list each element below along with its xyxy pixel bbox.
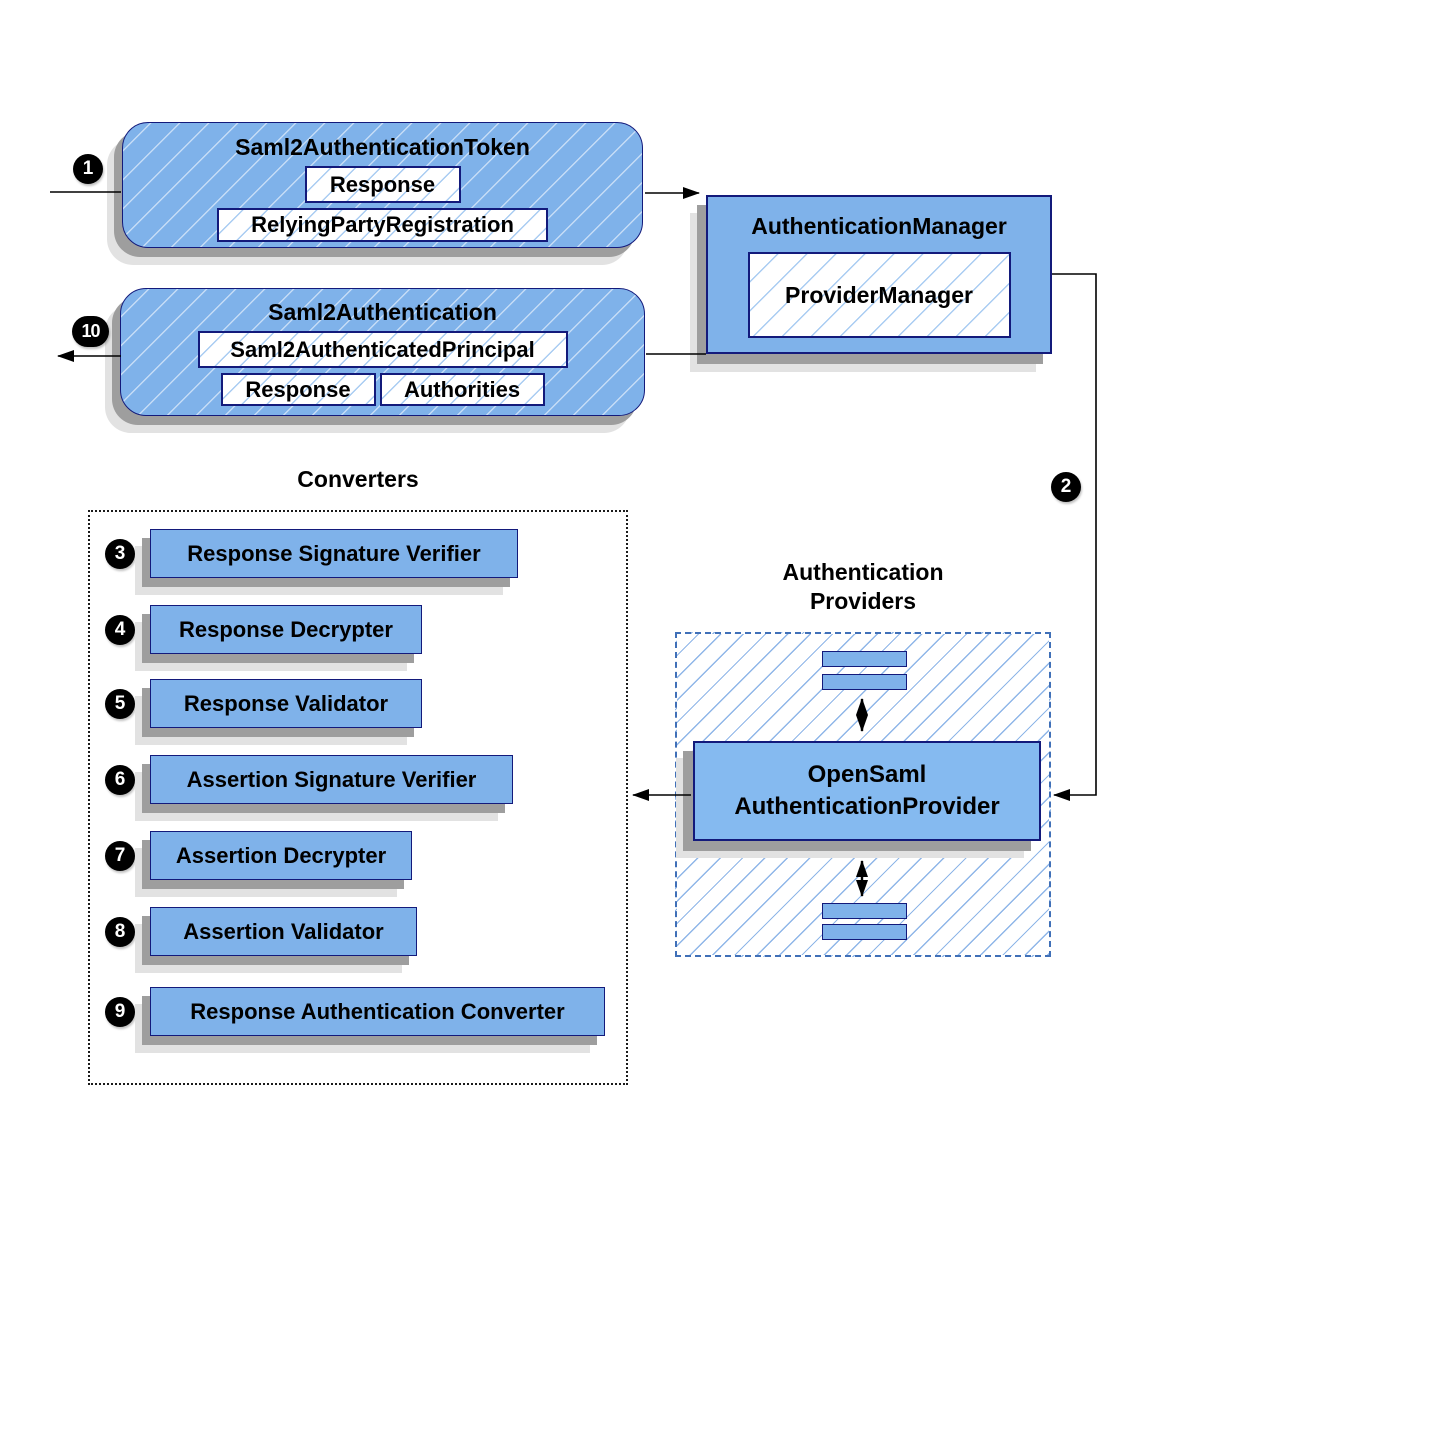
step-badge-1: 1 [73,154,103,184]
step-badge: 5 [105,689,135,719]
field-relying-party-registration: RelyingPartyRegistration [217,208,548,242]
step-badge: 3 [105,539,135,569]
provider-placeholder-bar [822,903,907,919]
step-badge: 4 [105,615,135,645]
field-response: Response [221,373,376,406]
converter-response-decrypter: Response Decrypter [150,605,422,654]
provider-placeholder-bar [822,651,907,667]
step-badge-10: 10 [72,316,109,347]
provider-placeholder-bar [822,924,907,940]
node-authentication-manager [706,195,1052,354]
field-row [221,373,545,406]
field-provider-manager: ProviderManager [748,252,1011,338]
step-badge: 7 [105,841,135,871]
node-saml2-authentication-token [122,122,643,248]
converter-assertion-decrypter: Assertion Decrypter [150,831,412,880]
converter-row [88,755,628,804]
step-badge: 9 [105,997,135,1027]
wire-manager-to-provider [1052,274,1096,795]
authentication-providers-area [675,632,1051,957]
step-badge: 8 [105,917,135,947]
converter-row [88,529,628,578]
converter-row [88,679,628,728]
node-opensaml-authentication-provider [693,741,1041,841]
title-line-1: Authentication [782,559,944,585]
step-badge-2: 2 [1051,472,1081,502]
field-authorities: Authorities [380,373,545,406]
node-title: AuthenticationManager [751,213,1007,239]
converter-response-validator: Response Validator [150,679,422,728]
converter-row [88,831,628,880]
node-saml2-authentication [120,288,645,416]
converter-row [88,605,628,654]
converter-assertion-validator: Assertion Validator [150,907,417,956]
node-title: Saml2AuthenticationToken [235,134,530,160]
provider-placeholder-bar [822,674,907,690]
field-saml2-authenticated-principal: Saml2AuthenticatedPrincipal [198,331,568,368]
converter-row [88,907,628,956]
node-title-line-1: OpenSaml [807,761,927,788]
converter-row [88,987,628,1036]
authentication-providers-title [675,558,1051,616]
node-title: Saml2Authentication [268,299,497,325]
node-title-line-2: AuthenticationProvider [734,793,1000,820]
step-badge: 6 [105,765,135,795]
converter-assertion-signature-verifier: Assertion Signature Verifier [150,755,513,804]
field-response: Response [305,166,461,203]
converter-response-authentication-converter: Response Authentication Converter [150,987,605,1036]
converter-response-signature-verifier: Response Signature Verifier [150,529,518,578]
converters-title: Converters [297,466,419,492]
title-line-2: Providers [809,588,917,614]
